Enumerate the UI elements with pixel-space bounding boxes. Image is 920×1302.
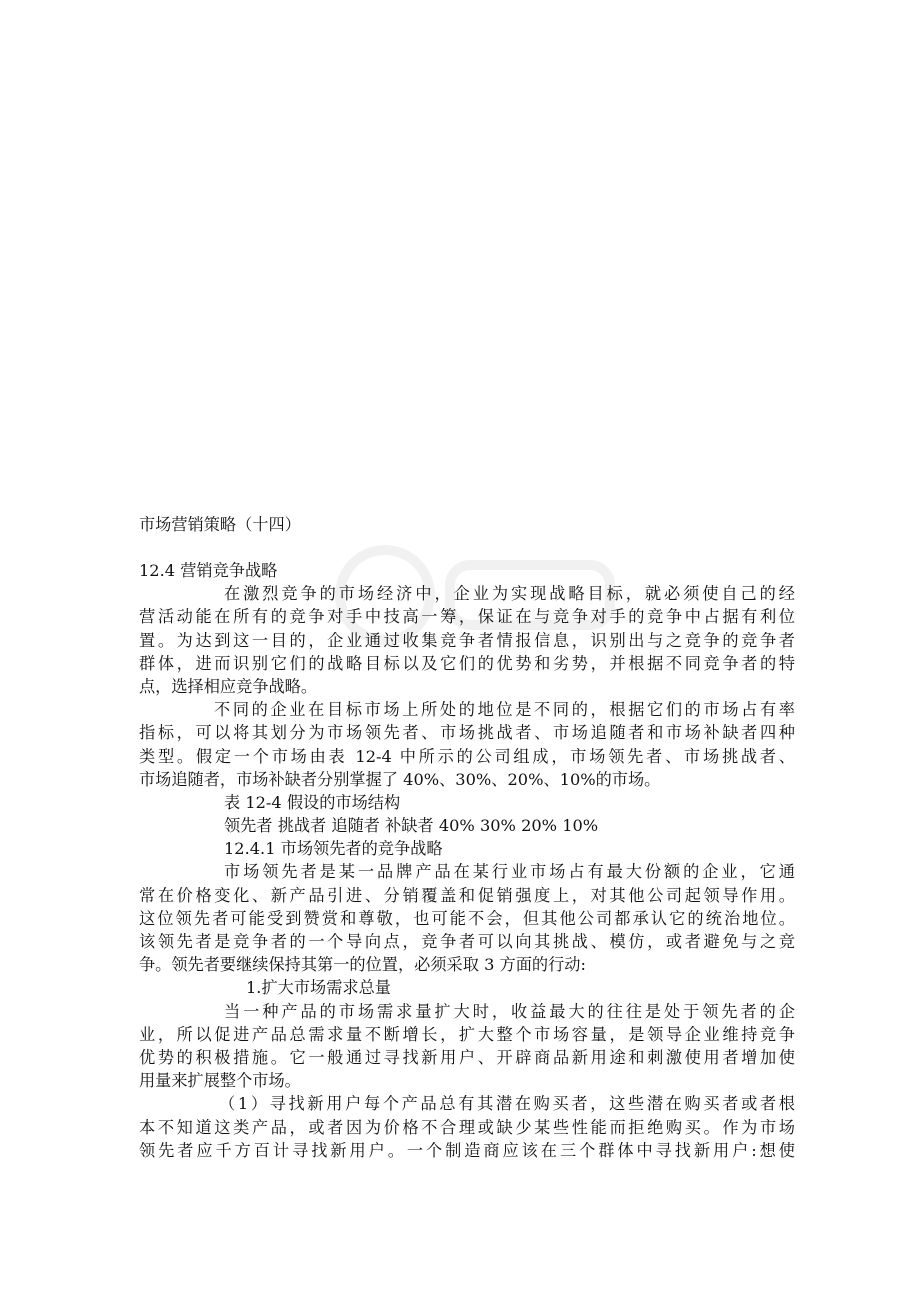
paragraph-line: 用量来扩展整个市场。 — [139, 1071, 301, 1091]
paragraph-line: 指标，可以将其划分为市场领先者、市场挑战者、市场追随者和市场补缺者四种 — [139, 723, 795, 743]
paragraph-line: 优势的积极措施。它一般通过寻找新用户、开辟商品新用途和刺激使用者增加使 — [139, 1047, 795, 1067]
paragraph-line: 争。领先者要继续保持其第一的位置，必须采取 3 方面的行动: — [139, 955, 586, 975]
paragraph-line: 类型。假定一个市场由表 12-4 中所示的公司组成，市场领先者、市场挑战者、 — [139, 746, 795, 766]
document-title: 市场营销策略（十四） — [139, 515, 301, 534]
paragraph-5 — [139, 1092, 795, 1162]
section-heading: 12.4 营销竞争战略 — [139, 561, 278, 580]
paragraph-2 — [139, 698, 795, 791]
subsection-heading: 12.4.1 市场领先者的竞争战略 — [224, 839, 443, 859]
paragraph-line: 不同的企业在目标市场上所处的地位是不同的，根据它们的市场占有率 — [214, 700, 795, 720]
paragraph-line: 当一种产品的市场需求量扩大时，收益最大的往往是处于领先者的企 — [224, 1001, 795, 1021]
table-caption: 表 12-4 假设的市场结构 — [224, 792, 401, 812]
table-row: 领先者 挑战者 追随者 补缺者 40% 30% 20% 10% — [224, 816, 599, 836]
paragraph-line: 业，所以促进产品总需求量不断增长，扩大整个市场容量，是领导企业维持竞争 — [139, 1024, 795, 1044]
paragraph-line: 市场追随者，市场补缺者分别掌握了 40%、30%、20%、10%的市场。 — [139, 769, 661, 789]
paragraph-line: 这位领先者可能受到赞赏和尊敬，也可能不会，但其他公司都承认它的统治地位。 — [139, 908, 795, 928]
paragraph-line: 该领先者是竞争者的一个导向点，竞争者可以向其挑战、模仿，或者避免与之竞 — [139, 932, 795, 951]
paragraph-line: 在激烈竞争的市场经济中，企业为实现战略目标，就必须使自己的经 — [224, 584, 795, 604]
paragraph-line: （1）寻找新用户每个产品总有其潜在购买者，这些潜在购买者或者根 — [219, 1094, 795, 1114]
paragraph-line: 本不知道这类产品，或者因为价格不合理或缺少某些性能而拒绝购买。作为市场 — [139, 1117, 795, 1137]
paragraph-line: 点，选择相应竞争战略。 — [139, 676, 318, 696]
paragraph-3 — [139, 860, 795, 976]
paragraph-line: 置。为达到这一目的，企业通过收集竞争者情报信息，识别出与之竞争的竞争者 — [139, 630, 795, 650]
paragraph-line: 常在价格变化、新产品引进、分销覆盖和促销强度上，对其他公司起领导作用。 — [139, 885, 795, 905]
paragraph-4 — [139, 1000, 795, 1093]
paragraph-line: 领先者应千方百计寻找新用户。一个制造商应该在三个群体中寻找新用户:想使 — [139, 1140, 795, 1160]
item-heading: 1.扩大市场需求总量 — [246, 978, 391, 998]
paragraph-line: 营活动能在所有的竞争对手中技高一筹，保证在与竞争对手的竞争中占据有利位 — [139, 607, 795, 627]
blank-line — [139, 536, 795, 559]
paragraph-line: 市场领先者是某一品牌产品在某行业市场占有最大份额的企业，它通 — [224, 862, 795, 882]
paragraph-line: 群体，进而识别它们的战略目标以及它们的优势和劣势，并根据不同竞争者的特 — [139, 653, 795, 673]
document-body — [139, 513, 795, 1162]
paragraph-1 — [139, 582, 795, 698]
